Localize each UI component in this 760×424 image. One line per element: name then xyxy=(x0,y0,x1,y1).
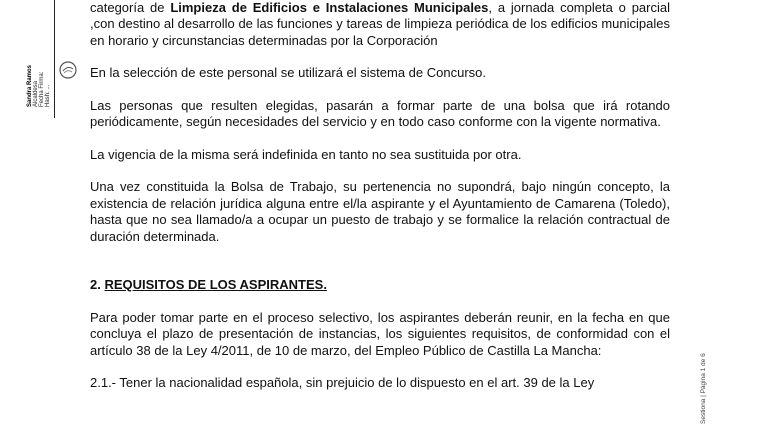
signature-sidebar xyxy=(24,0,55,118)
paragraph-bolsa: Las personas que resulten elegidas, pasarán a formar parte de una bolsa que irá rotando periódicamente, según necesidades del servicio y en todo caso conforme con la vigente normativa. xyxy=(90,97,670,129)
signature-date: Fecha Firma: xyxy=(39,71,45,107)
text-fragment: categoría de xyxy=(90,0,171,15)
section-title: REQUISITOS DE LOS ASPIRANTES. xyxy=(104,277,327,292)
signer-role: Alcaldesa xyxy=(33,80,39,107)
section-heading-requisitos xyxy=(90,277,670,294)
paragraph-bolsa-relation: Una vez constituida la Bolsa de Trabajo, su pertenencia no supondrá, bajo ningún concepto, la existencia de relación jurídica alguna entre el/la aspirante y el Ayuntamiento de Camarena (Toledo), hasta que no sea llamado/a a ocupar un puesto de trabajo y se formalice la relación contractual de duración determinada. xyxy=(90,179,670,244)
seal-icon xyxy=(58,60,78,80)
category-name: Limpieza de Edificios e Instalaciones Municipales xyxy=(170,0,489,15)
text-fragment: , a jornada completa o parcial ,con destino al desarrollo de las funciones y tareas de limpieza periódica de los edificios municipales en horario y circunstancias determinadas por la Corporación xyxy=(90,0,670,48)
paragraph-category xyxy=(90,0,670,49)
paragraph-vigencia: La vigencia de la misma será indefinida en tanto no sea sustituida por otra. xyxy=(90,146,522,162)
signer-name: Sandra Ramos xyxy=(27,64,33,107)
document-body xyxy=(90,0,670,392)
page-footer-vertical: Sestiona | Página 1 de 6 xyxy=(700,353,707,424)
paragraph-requisitos-intro: Para poder tomar parte en el proceso selectivo, los aspirantes deberán reunir, en la fecha en que concluya el plazo de presentación de instancias, los siguientes requisitos, de conformidad con el artículo 38 de la Ley 4/2011, de 10 de marzo, del Empleo Público de Castilla La Mancha: xyxy=(90,309,670,358)
section-number: 2. xyxy=(90,277,105,292)
signature-hash: Hash: ... xyxy=(45,84,51,107)
paragraph-selection-system: En la selección de este personal se utilizará el sistema de Concurso. xyxy=(90,65,486,80)
signature-block xyxy=(27,0,51,107)
paragraph-requisito-2-1: 2.1.- Tener la nacionalidad española, sin prejuicio de lo dispuesto en el art. 39 de la Ley xyxy=(90,375,595,390)
